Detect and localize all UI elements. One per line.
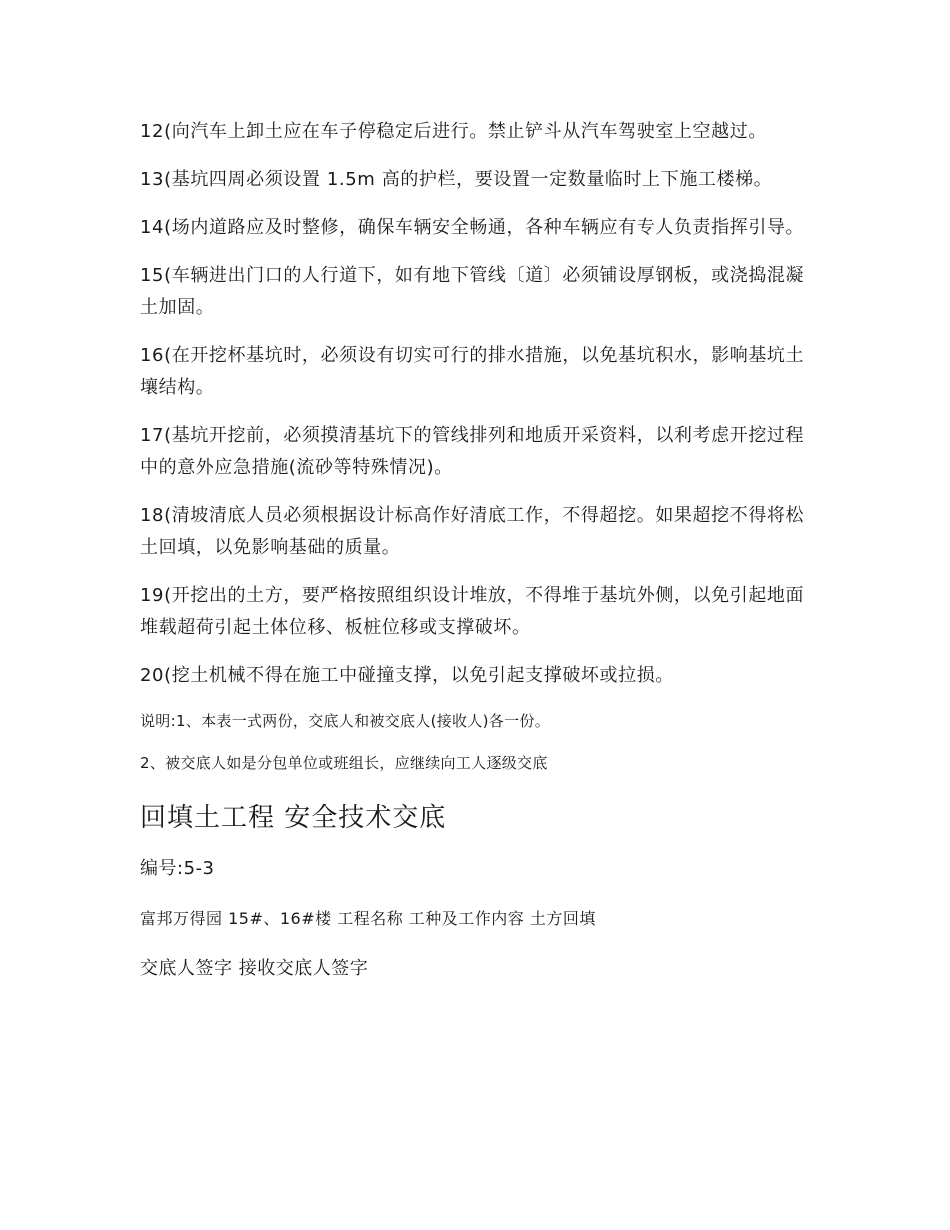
- document-number: 编号:5-3: [140, 858, 215, 879]
- rule-item-19: 19(开挖出的土方，要严格按照组织设计堆放，不得堆于基坑外侧，以免引起地面堆载超荷引起土体位移、板桩位移或支撑破坏。: [140, 585, 805, 638]
- rule-item-15: 15(车辆进出门口的人行道下，如有地下管线〔道〕必须铺设厚钢板，或浇捣混凝土加固。: [140, 265, 805, 318]
- signature-line: 交底人签字 接收交底人签字: [140, 958, 369, 979]
- rule-item-14: 14(场内道路应及时整修，确保车辆安全畅通，各种车辆应有专人负责指挥引导。: [140, 217, 805, 238]
- note-1: 说明:1、本表一式两份，交底人和被交底人(接收人)各一份。: [140, 712, 551, 730]
- rule-item-18: 18(清坡清底人员必须根据设计标高作好清底工作，不得超挖。如果超挖不得将松土回填，以免影响基础的质量。: [140, 505, 805, 558]
- rule-item-20: 20(挖土机械不得在施工中碰撞支撑，以免引起支撑破坏或拉损。: [140, 665, 674, 686]
- rule-item-16: 16(在开挖杯基坑时，必须设有切实可行的排水措施，以免基坑积水，影响基坑土壤结构。: [140, 345, 805, 398]
- rule-item-17: 17(基坑开挖前，必须摸清基坑下的管线排列和地质开采资料，以利考虑开挖过程中的意外应急措施(流砂等特殊情况)。: [140, 425, 805, 478]
- section-title: 回填土工程 安全技术交底: [140, 803, 447, 833]
- project-info-line: 富邦万得园 15#、16#楼 工程名称 工种及工作内容 土方回填: [140, 909, 596, 928]
- document-page: [140, 116, 808, 1004]
- note-2: 2、被交底人如是分包单位或班组长，应继续向工人逐级交底: [140, 754, 548, 772]
- rule-item-12: 12(向汽车上卸土应在车子停稳定后进行。禁止铲斗从汽车驾驶室上空越过。: [140, 121, 767, 142]
- rule-item-13: 13(基坑四周必须设置 1.5m 高的护栏，要设置一定数量临时上下施工楼梯。: [140, 169, 773, 190]
